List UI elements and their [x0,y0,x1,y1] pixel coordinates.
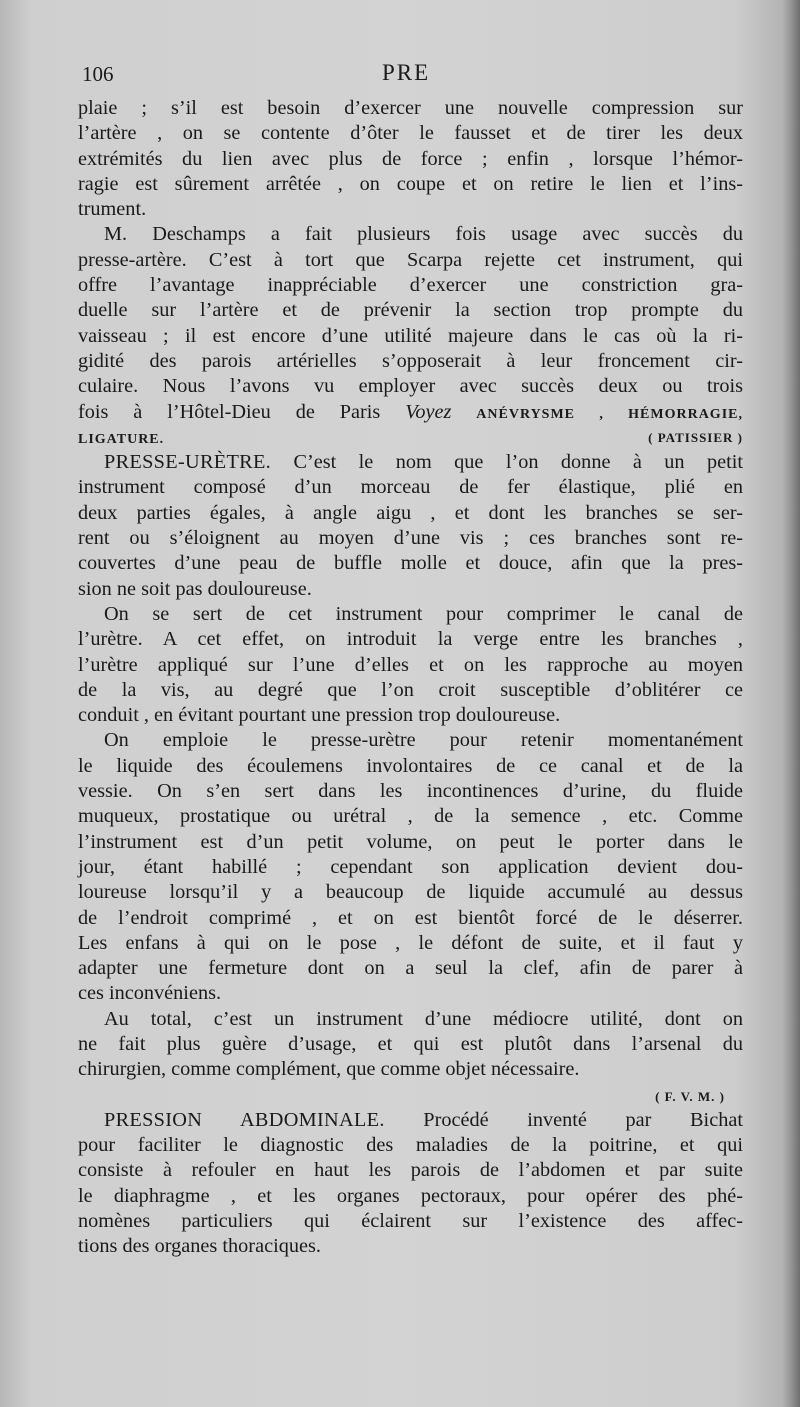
text-line: On se sert de cet instrument pour comprimer le canal de [104,602,743,625]
text-line: le diaphragme , et les organes pectoraux, pour opérer des phé- [78,1184,743,1207]
text-line: rent ou s’éloignent au moyen d’une vis ; ces branches sont re- [78,527,743,550]
text-fragment: fois à l’Hôtel-Dieu de Paris [78,400,381,423]
text-line: pour faciliter le diagnostic des maladies de la poitrine, et qui [78,1134,743,1157]
text-line: deux parties égales, à angle aigu , et dont les branches se ser- [78,501,743,524]
text-line: instrument composé d’un morceau de fer élastique, plié en [78,476,743,499]
text-line: ces inconvéniens. [78,982,222,1005]
text-line: sion ne soit pas douloureuse. [78,577,312,600]
text-line: nomènes particuliers qui éclairent sur l’existence des affec- [78,1210,743,1233]
body-text [78,96,743,1260]
author-signature: ( F. V. M. ) [655,1088,725,1104]
text-line: conduit , en évitant pourtant une pression trop douloureuse. [78,704,561,727]
text-line: trument. [78,198,147,221]
cross-reference[interactable]: LIGATURE. [78,431,165,447]
text-line: On emploie le presse-urètre pour retenir momentanément [104,729,743,752]
text-line: jour, étant habillé ; cependant son application devient dou- [78,855,743,878]
text-line: offre l’avantage inappréciable d’exercer une constriction gra- [78,274,743,297]
entry-headword: PRESSE-URÈTRE. [104,451,272,474]
text-line: muqueux, prostatique ou urétral , de la semence , etc. Comme [78,805,743,828]
text-line: duelle sur l’artère et de prévenir la section trop prompte du [78,299,743,322]
text-line: extrémités du lien avec plus de force ; enfin , lorsque l’hémor- [78,147,743,170]
text-line: vessie. On s’en sert dans les incontinences d’urine, du fluide [78,780,743,803]
text-line: gidité des parois artérielles s’opposerait à leur froncement cir- [78,349,743,372]
text-line: M. Deschamps a fait plusieurs fois usage avec succès du [104,223,743,246]
text-line: Au total, c’est un instrument d’une médiocre utilité, dont on [104,1007,743,1030]
text-line: tions des organes thoraciques. [78,1235,321,1258]
page-header [82,62,742,92]
text-line: plaie ; s’il est besoin d’exercer une nouvelle compression sur [78,97,743,119]
author-signature: ( PATISSIER ) [648,429,743,445]
page-edge-shadow [782,0,800,1407]
text-line: Les enfans à qui on le pose , le défont de suite, et il faut y [78,931,743,954]
text-line: de l’endroit comprimé , et on est bientôt forcé de le déserrer. [78,906,743,929]
text-line: consiste à refouler en haut les parois de l’abdomen et par suite [78,1159,743,1182]
cross-reference[interactable]: ANÉVRYSME , HÉMORRAGIE, [476,406,743,422]
cross-reference-line [78,425,743,450]
voyez-label: Voyez [405,400,452,423]
cross-reference-line [78,400,743,425]
text-line: adapter une fermeture dont on a seul la clef, afin de parer à [78,957,743,980]
text-line: l’urètre. A cet effet, on introduit la verge entre les branches , [78,628,743,651]
running-head: PRE [382,60,431,85]
text-line: presse-artère. C’est à tort que Scarpa rejette cet instrument, qui [78,248,743,271]
text-fragment: C’est le nom que l’on donne à un petit [293,451,743,474]
entry-first-line [78,1108,743,1133]
text-line: le liquide des écoulemens involontaires de ce canal et de la [78,754,743,777]
text-line: couvertes d’une peau de buffle molle et douce, afin que la pres- [78,552,743,575]
text-line: culaire. Nous l’avons vu employer avec succès deux ou trois [78,375,743,398]
text-line: ragie est sûrement arrêtée , on coupe et on retire le lien et l’ins- [78,172,743,195]
page-number: 106 [82,62,114,86]
text-line: vaisseau ; il est encore d’une utilité majeure dans le cas où la ri- [78,324,743,347]
signature-line [78,1083,743,1108]
text-line: ne fait plus guère d’usage, et qui est plutôt dans l’arsenal du [78,1032,743,1055]
entry-headword: PRESSION ABDOMINALE. [104,1108,385,1131]
entry-first-line [78,450,743,475]
text-line: l’artère , on se contente d’ôter le fausset et de tirer les deux [78,122,743,145]
text-line: loureuse lorsqu’il y a beaucoup de liquide accumulé au dessus [78,881,743,904]
text-line: l’instrument est d’un petit volume, on peut le porter dans le [78,830,743,853]
text-line: de la vis, au degré que l’on croit susceptible d’oblitérer ce [78,678,743,701]
text-line: l’urètre appliqué sur l’une d’elles et on les rapproche au moyen [78,653,743,676]
text-fragment: Procédé inventé par Bichat [423,1108,743,1131]
text-line: chirurgien, comme complément, que comme objet nécessaire. [78,1058,580,1081]
